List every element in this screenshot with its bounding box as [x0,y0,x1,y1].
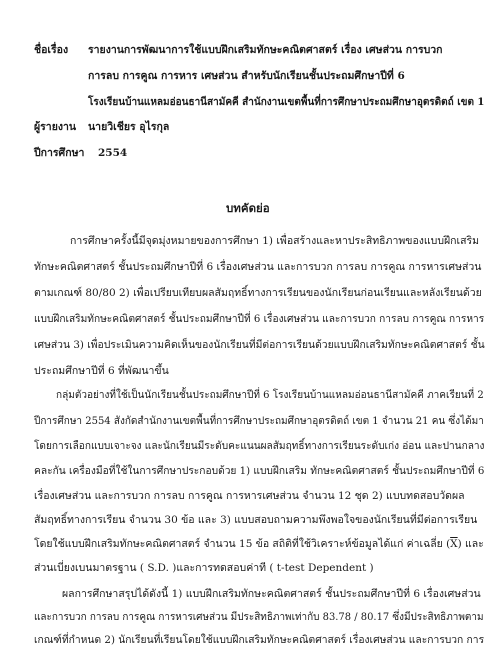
abstract-line: เรื่องเศษส่วน และการบวก การลบ การคูณ การหารเศษส่วน จำนวน 12 ชุด 2) แบบทดสอบวัดผล [34,490,465,502]
abstract-line: เกณฑ์ที่กำหนด 2) นักเรียนที่เรียนโดยใช้แบบฝึกเสริมทักษะคณิตศาสตร์ เรื่องเศษส่วน และการบวก การ [34,634,485,646]
abstract-line: และการบวก การลบ การคูณ การหารเศษส่วน มีประสิทธิภาพเท่ากับ 83.78 / 80.17 ซึ่งมีประสิทธิภาพตาม [34,611,484,623]
mean-suffix: ) และ [457,538,484,550]
title-line-1: รายงานการพัฒนาการใช้แบบฝึกเสริมทักษะคณิตศาสตร์ เรื่อง เศษส่วน การบวก [88,44,443,56]
title-line-2: การลบ การคูณ การหาร เศษส่วน สำหรับนักเรียนชั้นประถมศึกษาปีที่ 6 [88,70,405,82]
year-value: 2554 [98,147,128,159]
abstract-line: กลุ่มตัวอย่างที่ใช้เป็นนักเรียนชั้นประถมศึกษาปีที่ 6 โรงเรียนบ้านแหลมอ่อนธานีสามัคคี ภาคเรียนที่ 2 [56,389,484,401]
abstract-line: ประถมศึกษาปีที่ 6 ที่พัฒนาขึ้น [34,365,169,377]
mean-symbol: $\overline{X}$ [450,538,458,550]
abstract-line: ส่วนเบี่ยงเบนมาตรฐาน ( S.D. )และการทดสอบค่าที ( t-test Dependent ) [34,562,374,574]
title-line-3: โรงเรียนบ้านแหลมอ่อนธานีสามัคคี สำนักงานเขตพื้นที่การศึกษาประถมศึกษาอุตรดิตถ์ เขต 1 [88,96,485,108]
abstract-line: ผลการศึกษาสรุปได้ดังนี้ 1) แบบฝึกเสริมทักษะคณิตศาสตร์ ชั้นประถมศึกษาปีที่ 6 เรื่องเศษส่วน [62,588,481,600]
abstract-line: ทักษะคณิตศาสตร์ ชั้นประถมศึกษาปีที่ 6 เรื่องเศษส่วน และการบวก การลบ การคูณ การหารเศษส่วน [34,261,482,273]
abstract-line: แบบฝึกเสริมทักษะคณิตศาสตร์ ชั้นประถมศึกษาปีที่ 6 เรื่องเศษส่วน และการบวก การลบ การคูณ การหาร [34,313,485,325]
abstract-line: เศษส่วน 3) เพื่อประเมินความคิดเห็นของนักเรียนที่มีต่อการเรียนด้วยแบบฝึกเสริมทักษะคณิตศาสตร์ ชั้น [34,339,485,351]
title-label: ชื่อเรื่อง [34,44,69,56]
abstract-line-text: โดยใช้แบบฝึกเสริมทักษะคณิตศาสตร์ จำนวน 15 ข้อ สถิติที่ใช้วิเคราะห์ข้อมูลได้แก่ ค่าเฉลี่ย ( [34,538,451,550]
abstract-line: โดยการเลือกแบบเจาะจง และนักเรียนมีระดับคะแนนผลสัมฤทธิ์ทางการเรียนระดับเก่ง อ่อน และปานกลาง [34,440,485,452]
abstract-line: ตามเกณฑ์ 80/80 2) เพื่อเปรียบเทียบผลสัมฤทธิ์ทางการเรียนของนักเรียนก่อนเรียนและหลังเรียนด้วย [34,287,482,299]
reporter-value: นายวิเชียร อุไรกุล [88,121,170,133]
abstract-line: สัมฤทธิ์ทางการเรียน จำนวน 30 ข้อ และ 3) แบบสอบถามความพึงพอใจของนักเรียนที่มีต่อการเรียน [34,514,478,526]
abstract-line: คละกัน เครื่องมือที่ใช้ในการศึกษาประกอบด้วย 1) แบบฝึกเสริม ทักษะคณิตศาสตร์ ชั้นประถมศึกษาปีที่ 6 [34,465,485,477]
year-label: ปีการศึกษา [34,147,85,159]
abstract-line-mean [34,538,484,551]
abstract-line: ปีการศึกษา 2554 สังกัดสำนักงานเขตพื้นที่การศึกษาประถมศึกษาอุตรดิตถ์ เขต 1 จำนวน 21 คน ซึ่งได้มา [34,415,484,427]
abstract-heading: บทคัดย่อ [226,201,270,215]
reporter-label: ผู้รายงาน [34,121,77,133]
abstract-line: การศึกษาครั้งนี้มีจุดมุ่งหมายของการศึกษา 1) เพื่อสร้างและหาประสิทธิภาพของแบบฝึกเสริม [70,235,480,247]
